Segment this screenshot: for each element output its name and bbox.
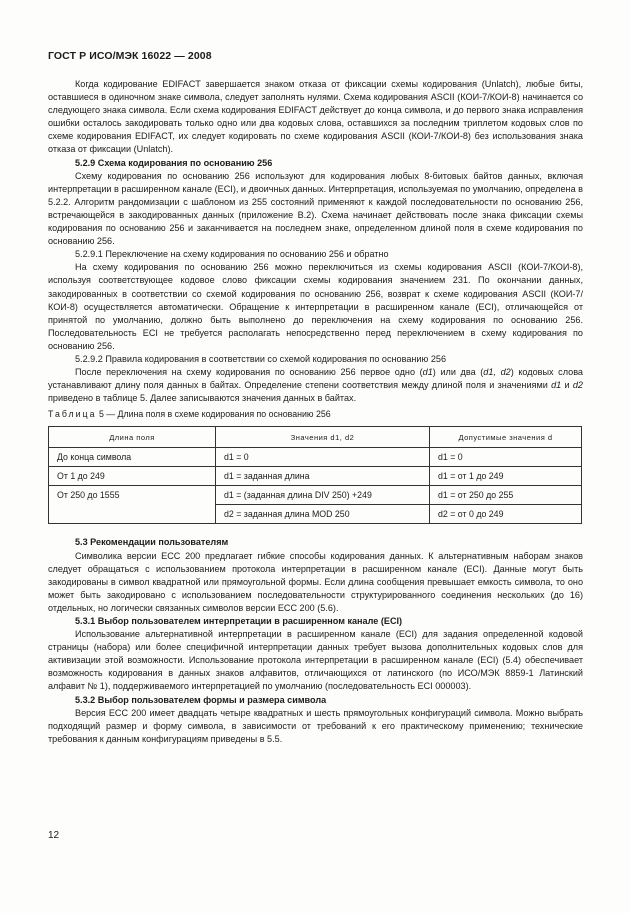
table-cell: d1 = заданная длина — [216, 467, 430, 486]
table-cell: d2 = от 0 до 249 — [430, 505, 582, 524]
table-5-caption: Таблица 5 — Длина поля в схеме кодирования по основанию 256 — [48, 409, 331, 420]
section-5-2-9-2-text: После переключения на схему кодирования по основанию 256 первое одно (d1) или два (d1, d2) кодовых слова устанавливают длину поля данных в байтах. Определение степени соответствия между длиной поля и значениями d1 и d2 приведено в таблице 5. Далее записываются значения данных в байтах. — [48, 367, 583, 404]
section-5-2-9-1-title: 5.2.9.1 Переключение на схему кодирования по основанию 256 и обратно — [75, 249, 389, 260]
document-body — [48, 78, 583, 746]
table-cell: d1 = от 1 до 249 — [430, 467, 582, 486]
section-5-3-title: 5.3 Рекомендации пользователям — [75, 537, 229, 548]
table-header-cell: Длина поля — [49, 427, 216, 448]
section-5-2-9-1-text: На схему кодирования по основанию 256 можно переключиться из схемы кодирования ASCII (КОИ-7/КОИ-8), используя соответствующее кодовое слово фиксации схемы кодирования значением 231. По окончании данных, закодированных в соответствии со схемой кодирования по основанию 256, возврат к схеме кодирования ASCII (КОИ-7/КОИ-8) осуществляется автоматически. Обращение к интерпретации в расширенном канале (ECI), отличающейся от принятой по умолчанию, должно быть выполнено до переключения на схему кодирования по основанию 256. Последовательность ECI не требуется располагать непосредственно перед переключением в схему кодирования по основанию 256. — [48, 262, 583, 351]
table-cell: d2 = заданная длина MOD 250 — [216, 505, 430, 524]
document-header: ГОСТ Р ИСО/МЭК 16022 — 2008 — [48, 50, 212, 62]
table-row — [49, 467, 582, 486]
page-number: 12 — [48, 830, 60, 841]
table-header-cell: Значения d1, d2 — [216, 427, 430, 448]
section-5-3-1-text: Использование альтернативной интерпретации в расширенном канале (ECI) для задания определенной кодовой страницы (набора) или более специфичной интерпретации данных требует вызова дополнительных кодовых слов для активизации этой возможности. Использование протокола интерпретации в расширенном канале (ECI) (5.4) обеспечивает возможность кодирования в данных знаков алфавитов, отличающихся от латинского (по ИСО/МЭК 8859-1 Латинский алфавит № 1), поддерживаемого интерпретацией по умолчанию (последовательность ECI 000003). — [48, 629, 583, 692]
section-5-3-text: Символика версии ЕСС 200 предлагает гибкие способы кодирования данных. К альтернативным наборам знаков следует обращаться с использованием протокола интерпретации в расширенном канале (ECI). Данные могут быть закодированы в символ квадратной или прямоугольной формы. Если длина сообщения превышает емкость символа, то оно может быть закодировано с использованием последовательности структурированного соединения нескольких (до 16) отдельных, но логически связанных символов версии ЕСС 200 (5.6). — [48, 550, 583, 613]
table-cell: d1 = 0 — [430, 448, 582, 467]
table-row — [49, 448, 582, 467]
table-cell: До конца символа — [49, 448, 216, 467]
table-row — [49, 486, 582, 505]
table-cell: d1 = от 250 до 255 — [430, 486, 582, 505]
section-5-3-2-title: 5.3.2 Выбор пользователем формы и размера символа — [75, 694, 327, 705]
section-5-2-9-title: 5.2.9 Схема кодирования по основанию 256 — [75, 157, 273, 168]
section-5-3-2-text: Версия ЕСС 200 имеет двадцать четыре квадратных и шесть прямоугольных конфигураций символа. Можно выбрать подходящий размер и форму символа, в зависимости от требований к его практическому применению; технические требования к данным конфигурациям приведены в 5.5. — [48, 707, 583, 744]
section-5-2-9-2-title: 5.2.9.2 Правила кодирования в соответствии со схемой кодирования по основанию 256 — [75, 353, 447, 364]
table-header-cell: Допустимые значения d — [430, 427, 582, 448]
table-cell: От 1 до 249 — [49, 467, 216, 486]
table-5 — [48, 426, 582, 524]
paragraph-edifact-unlatch: Когда кодирование EDIFACT завершается знаком отказа от фиксации схемы кодирования (Unlatch), любые биты, оставшиеся в одиночном знаке символа, следует заполнять нулями. Схема кодирования ASCII (КОИ-7/КОИ-8) начинается со следующего знака символа. Если схема кодирования EDIFACT действует до конца символа, и до первого знака исправления ошибки осталось закодировать только одно или два кодовых слова, оставшихся за последним триплетом кодовых слов по схеме кодирования EDIFACT, их следует кодировать по схеме кодирования ASCII (КОИ-7/КОИ-8) без использования знака отказа от фиксации (Unlatch). — [48, 79, 583, 155]
table-header-row — [49, 427, 582, 448]
table-cell: d1 = 0 — [216, 448, 430, 467]
table-cell: d1 = (заданная длина DIV 250) +249 — [216, 486, 430, 505]
section-5-2-9-text: Схему кодирования по основанию 256 используют для кодирования любых 8-битовых байтов данных, включая интерпретации в расширенном канале (ECI), и двоичных данных. Интерпретация, используемая по умолчанию, определена в 5.2.2. Алгоритм рандомизации с шаблоном из 255 состояний применяют к каждой последовательности по основанию 256, встречающейся в закодированных данных (приложение В.2). Схема начинает действовать после знака фиксации схемы кодирования по основанию 256 и заканчивается на последнем знаке, определенном длиной поля в схеме кодирования по основанию 256. — [48, 170, 583, 247]
table-cell: От 250 до 1555 — [49, 486, 216, 524]
section-5-3-1-title: 5.3.1 Выбор пользователем интерпретации в расширенном канале (ECI) — [75, 616, 403, 626]
